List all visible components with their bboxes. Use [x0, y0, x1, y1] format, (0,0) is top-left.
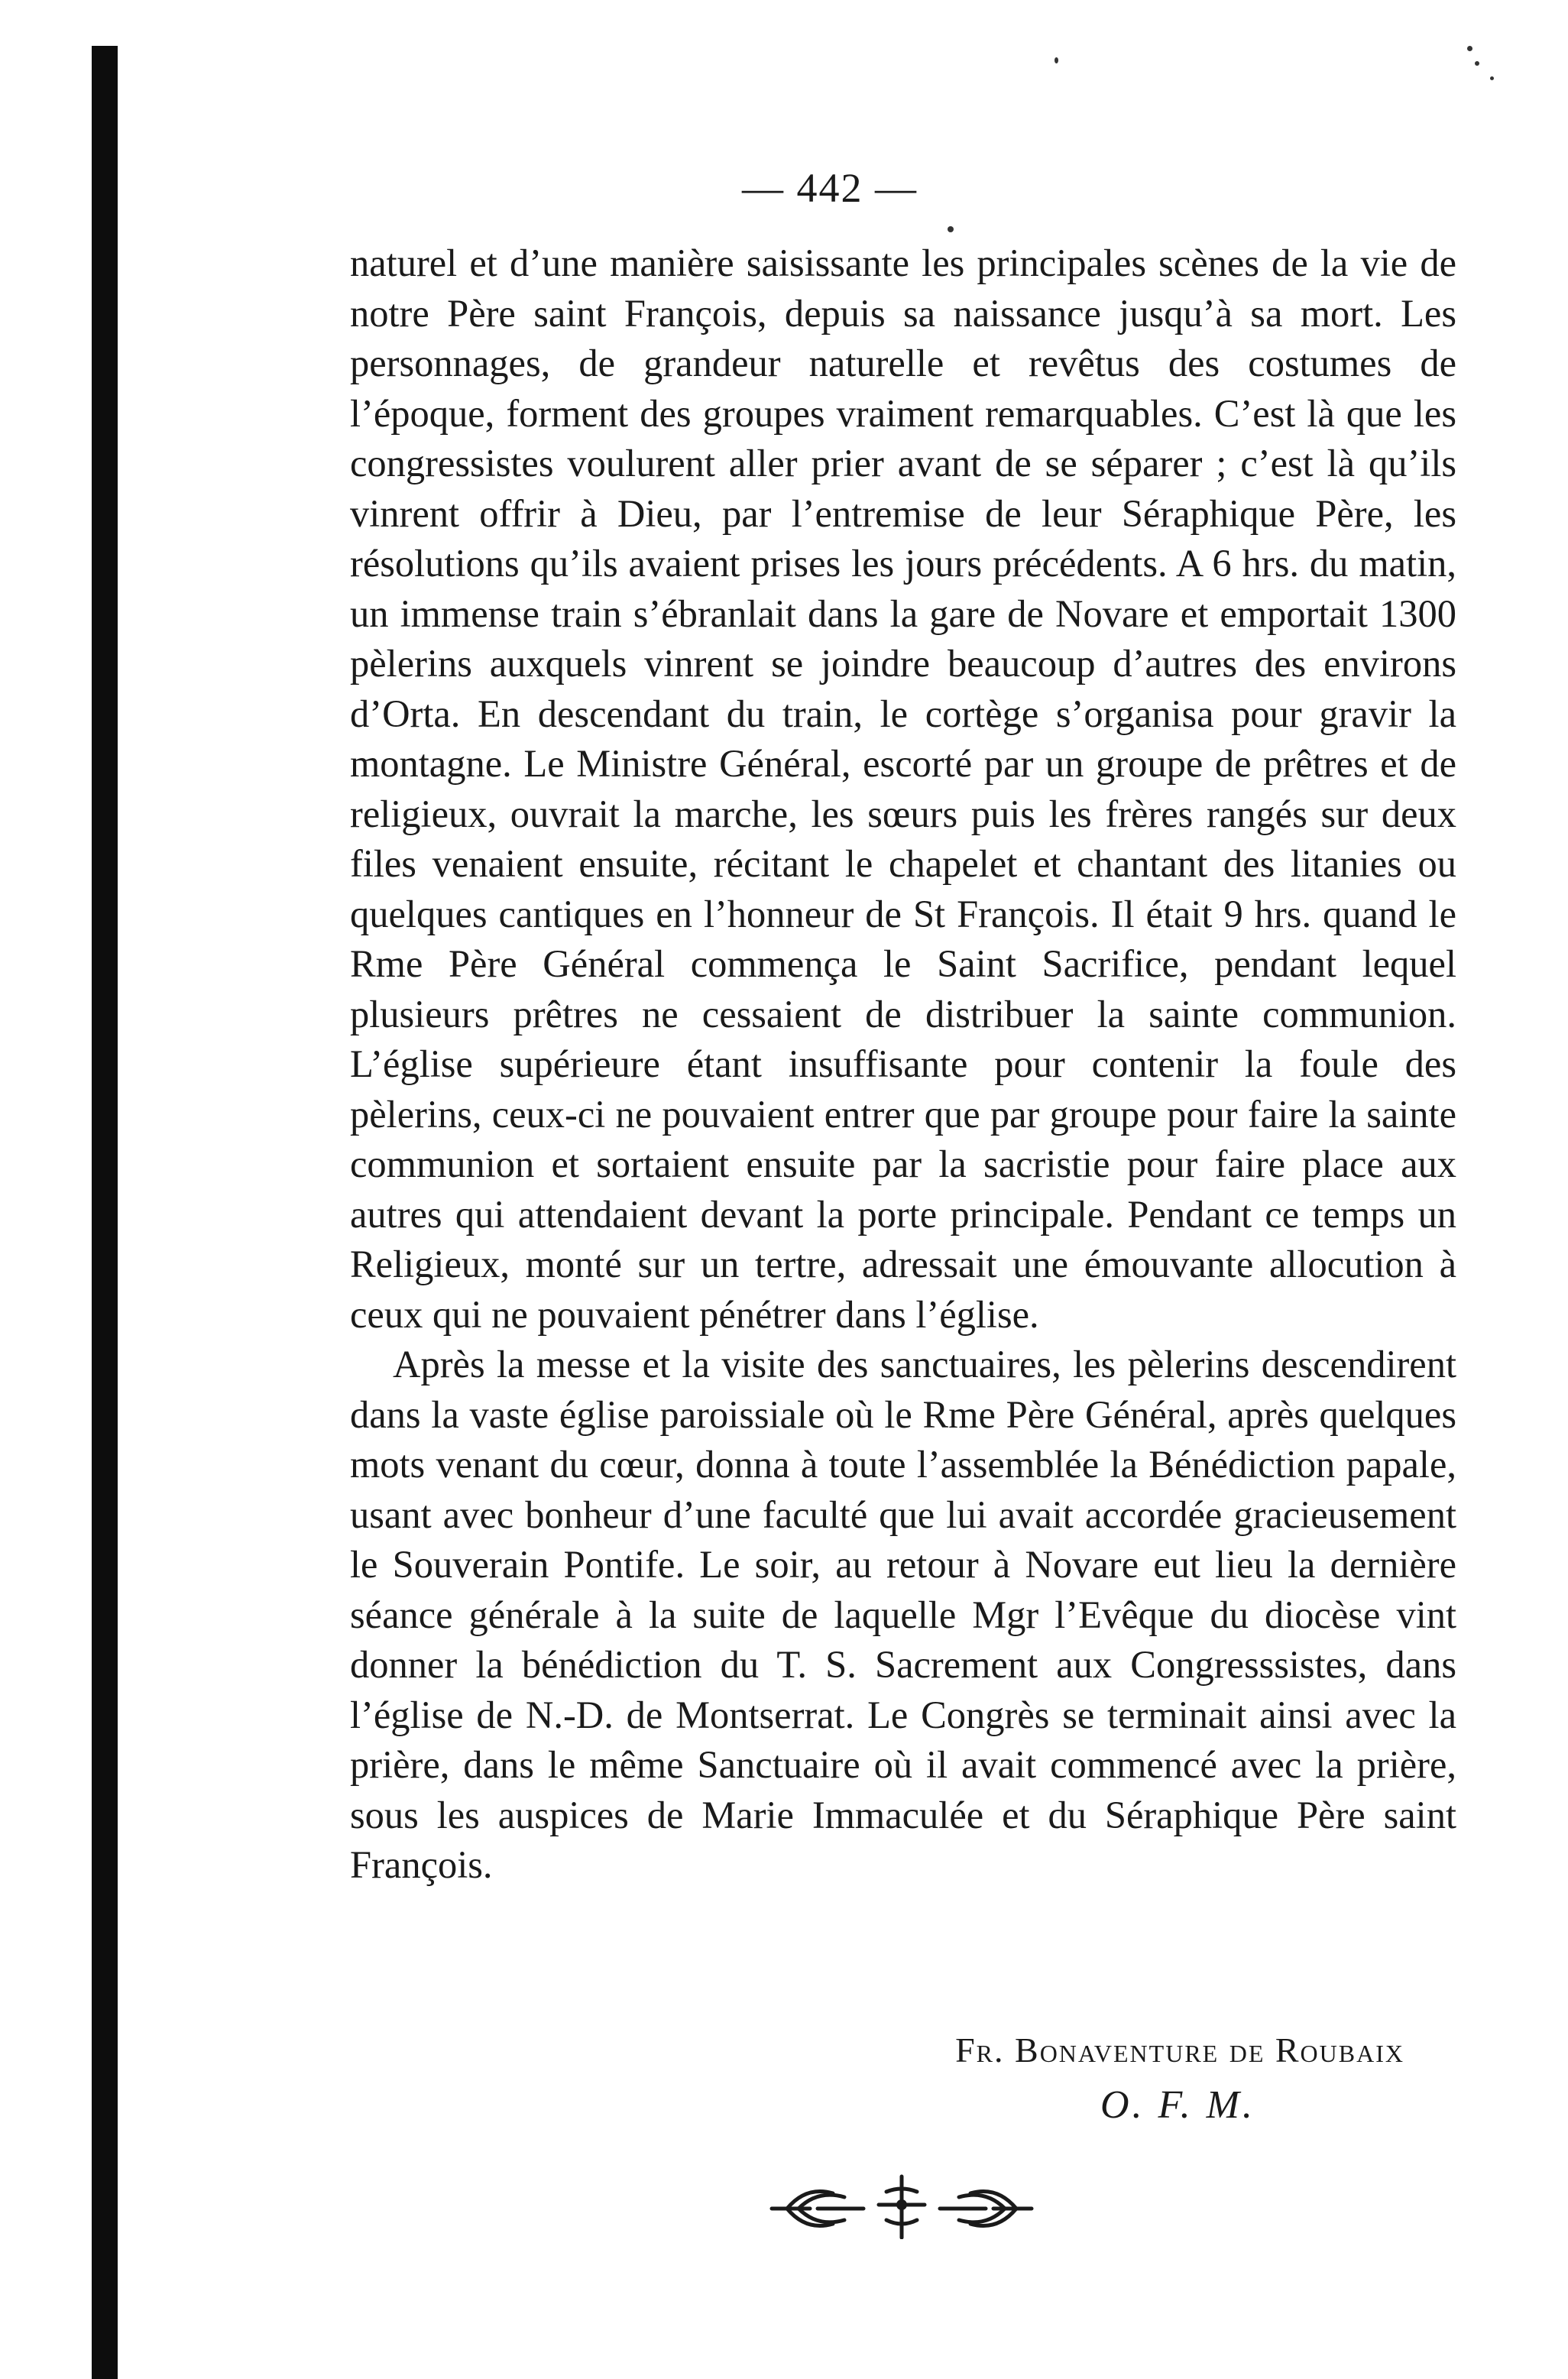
page-number: — 442 — — [742, 165, 918, 211]
paragraph-1: naturel et d’une manière saisissante les principales scènes de la vie de notre Père saint François, depuis sa naissance jusqu’à sa mort. Les personnages, de grandeur naturelle et revêtus des costumes de l’époque, forment des groupes vraiment remarquables. C’est là que les congressistes voulurent aller prier avant de se séparer ; c’est là qu’ils vinrent offrir à Dieu, par l’entremise de leur Séraphique Père, les résolutions qu’ils avaient prises les jours précédents. A 6 hrs. du matin, un immense train s’ébranlait dans la gare de Novare et emportait 1300 pèlerins auxquels vinrent se joindre beaucoup d’autres des environs d’Orta. En descendant du train, le cortège s’organisa pour gravir la montagne. Le Ministre Général, escorté par un groupe de prêtres et de religieux, ouvrait la marche, les sœurs puis les frères rangés sur deux files venaient ensuite, récitant le chapelet et chantant des litanies ou quelques cantiques en l’honneur de St François. Il était 9 hrs. quand le Rme Père Général commença le Saint Sacrifice, pendant lequel plusieurs prêtres ne cessaient de distribuer la sainte communion. L’église supérieure étant insuffisante pour contenir la foule des pèlerins, ceux-ci ne pouvaient entrer que par groupe pour faire la sainte communion et sortaient ensuite par la sacristie pour faire place aux autres qui attendaient devant la porte principale. Pendant ce temps un Religieux, monté sur un tertre, adressait une émouvante allocution à ceux qui ne pouvaient pénétrer dans l’église. — [350, 241, 1456, 1336]
fleuron-ornament-icon — [764, 2170, 1039, 2239]
speck — [1475, 61, 1479, 66]
paragraph-2: Après la messe et la visite des sanctuaires, les pèlerins descendirent dans la vaste église paroissiale où le Rme Père Général, après quelques mots venant du cœur, donna à toute l’assemblée la Bénédiction papale, usant avec bonheur d’une faculté que lui avait accordée gracieusement le Souverain Pontife. Le soir, au retour à Novare eut lieu la dernière séance générale à la suite de laquelle Mgr l’Evêque du diocèse vint donner la bénédiction du T. S. Sacrement aux Congresssistes, dans l’église de N.-D. de Montserrat. Le Congrès se terminait ainsi avec la prière, dans le même Sanctuaire où il avait commencé avec la prière, sous les auspices de Marie Immaculée et du Séraphique Père saint François. — [350, 1343, 1456, 1886]
body-text — [350, 238, 1456, 1891]
speck — [1467, 46, 1472, 51]
speck — [1055, 57, 1058, 63]
order-initials: O. F. M. — [1100, 2083, 1255, 2127]
speck — [1490, 76, 1494, 80]
speck — [948, 226, 954, 232]
author-signature: Fr. Bonaventure de Roubaix — [955, 2031, 1404, 2069]
